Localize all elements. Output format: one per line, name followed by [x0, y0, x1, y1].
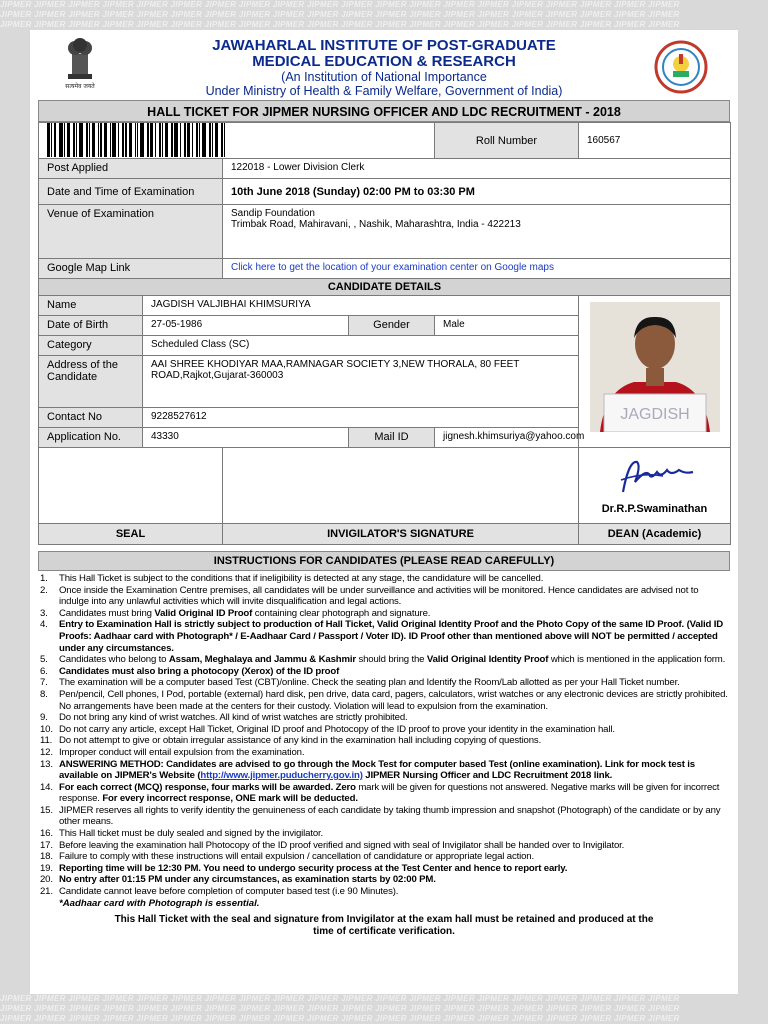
barcode-bar [112, 123, 116, 157]
address-label: Address of the Candidate [39, 356, 143, 408]
hall-ticket-sheet [30, 30, 738, 994]
gender-value: Male [435, 316, 579, 336]
instruction-item [40, 677, 728, 689]
svg-text:JAGDISH: JAGDISH [619, 406, 690, 423]
barcode-bar [180, 123, 181, 157]
instruction-item [40, 724, 728, 736]
instruction-number: 15. [40, 804, 53, 816]
national-emblem-icon [58, 34, 102, 92]
candidate-photo-image [590, 302, 720, 432]
barcode-bar [184, 123, 186, 157]
exam-datetime-label: Date and Time of Examination [39, 179, 223, 205]
instruction-number: 7. [40, 677, 48, 689]
instruction-number: 4. [40, 619, 48, 631]
instruction-item [40, 585, 728, 608]
barcode-bar [209, 123, 211, 157]
instruction-number: 18. [40, 851, 53, 863]
post-applied-value: 122018 - Lower Division Clerk [223, 159, 731, 179]
seal-box [39, 448, 223, 524]
dean-label: DEAN (Academic) [579, 524, 731, 545]
instructions-heading: INSTRUCTIONS FOR CANDIDATES (PLEASE READ CAREFULLY) [38, 551, 730, 571]
instruction-item [40, 840, 728, 852]
instruction-text-part: Before leaving the examination hall Photocopy of the ID proof verified and signed with seal of Invigilator shall be handed over to Invigilator. [59, 839, 625, 851]
instruction-text-part: This Hall ticket must be duly sealed and signed by the invigilator. [59, 828, 324, 840]
instruction-text [59, 619, 728, 654]
mail-id-value: jignesh.khimsuriya@yahoo.com [435, 428, 579, 448]
instruction-number: 8. [40, 688, 48, 700]
barcode-bar [51, 123, 52, 157]
gender-label: Gender [349, 316, 435, 336]
instruction-text [59, 840, 728, 852]
invigilator-signature-box [223, 448, 579, 524]
barcode-bar [155, 123, 156, 157]
instruction-text-part: Once inside the Examination Centre premises, all candidates will be under surveillance and activities will be monitored. Hence candidates are advised not to indulge into any unlawful activities which will invite disqualification and legal actions. [59, 584, 699, 608]
institution-ministry: Under Ministry of Health & Family Welfare, Government of India) [205, 84, 563, 98]
barcode-bar [125, 123, 127, 157]
instruction-text [59, 608, 728, 620]
dean-signature-image [583, 452, 723, 500]
instruction-text-part: JIPMER Nursing Officer and LDC Recruitment 2018 link. [362, 770, 613, 782]
closing-note [30, 914, 738, 938]
address-value: AAI SHREE KHODIYAR MAA,RAMNAGAR SOCIETY 3,NEW THORALA, 80 FEET ROAD,Rajkot,Gujarat-360003 [143, 356, 579, 408]
barcode-bar [59, 123, 63, 157]
instruction-number: 17. [40, 839, 53, 851]
category-value: Scheduled Class (SC) [143, 336, 579, 356]
instruction-text-part: Entry to Examination Hall is strictly subject to production of Hall Ticket, Valid Original Identity Proof and the Photo Copy of the same ID Proof. (Valid ID Proofs: Aadhaar card with Photograph* / E-Aadhaar Card / Passport / Voter ID). ID Proof other than mentioned above will NOT be permitted / accepted under any circumstances. [59, 619, 724, 654]
barcode-bar [89, 123, 90, 157]
watermark-band-bottom: JIPMER JIPMER JIPMER JIPMER JIPMER JIPMER JIPMER JIPMER JIPMER JIPMER JIPMER JIPMER JIPMER JIPMER JIPMER JIPMER JIPMER JIPMER JIPMER JIPMER JIPMER JIPMER JIPMER JIPMER JIPMER JIPMER JIPMER JIPMER JIPMER JIPMER JIPMER JIPMER JIPMER JIPMER JIPMER JIPMER JIPMER JIPMER JIPMER JIPMER JIPMER JIPMER JIPMER JIPMER JIPMER JIPMER JIPMER JIPMER JIPMER JIPMER JIPMER JIPMER JIPMER JIPMER JIPMER JIPMER JIPMER JIPMER JIPMER JIPMER [0, 994, 768, 1024]
instruction-item [40, 619, 728, 654]
barcode [39, 123, 435, 159]
instruction-text [59, 689, 728, 712]
closing-note-line2: time of certificate verification. [313, 925, 455, 937]
instruction-item [40, 805, 728, 828]
google-map-link[interactable]: Click here to get the location of your examination center on Google maps [223, 259, 731, 279]
barcode-bar [159, 123, 161, 157]
barcode-bar [122, 123, 124, 157]
instruction-item [40, 874, 728, 886]
instruction-text [59, 828, 728, 840]
instruction-text-part: The examination will be a computer based Test (CBT)/online. Check the seating plan and Identify the Room/Lab allotted as per your Hall Ticket number. [59, 677, 680, 689]
instruction-text-part: Do not attempt to give or obtain irregular assistance of any kind in the examination hall including copying of questions. [59, 735, 542, 747]
instruction-item [40, 863, 728, 875]
barcode-bar [196, 123, 198, 157]
name-label: Name [39, 296, 143, 316]
venue-value [223, 205, 731, 259]
instruction-text [59, 782, 728, 805]
institution-name-line1: JAWAHARLAL INSTITUTE OF POST-GRADUATE [212, 37, 556, 54]
instruction-number: 20. [40, 874, 53, 886]
barcode-bar [150, 123, 153, 157]
instruction-text-part: This Hall Ticket is subject to the conditions that if ineligibility is detected at any stage, the candidature will be cancelled. [59, 573, 544, 584]
candidate-details-heading: CANDIDATE DETAILS [39, 279, 731, 296]
jipmer-logo-icon [654, 40, 708, 94]
instruction-item [40, 782, 728, 805]
barcode-bar [54, 123, 56, 157]
instruction-text [59, 759, 728, 782]
venue-label: Venue of Examination [39, 205, 223, 259]
instruction-number: 6. [40, 665, 48, 677]
instruction-item [40, 666, 728, 678]
instruction-text-part: Valid Original Identity Proof [426, 654, 549, 666]
instruction-text-part: Pen/pencil, Cell phones, I Pod, portable (external) hard disk, pen drive, data card, pagers, calculators, wrist watches or any electronic devices are strictly prohibited. No arrangements have been made at the centers for their custody. Violation will lead to expulsion from the examination. [59, 688, 728, 712]
dob-label: Date of Birth [39, 316, 143, 336]
instruction-text-part: should bring the [355, 654, 427, 666]
barcode-bar [224, 123, 225, 157]
instruction-text-part: JIPMER reserves all rights to verify identity the genuineness of each candidate by taking thumb impression and snapshot (Photograph) of the candidate or by any other means. [59, 804, 721, 828]
dean-name: Dr.R.P.Swaminathan [601, 503, 708, 515]
barcode-bar [187, 123, 190, 157]
institution-name-line2: MEDICAL EDUCATION & RESEARCH [252, 53, 516, 70]
roll-number-label: Roll Number [435, 123, 579, 159]
instruction-text [59, 724, 728, 736]
barcode-bar [104, 123, 107, 157]
instruction-item [40, 573, 728, 585]
instruction-text [59, 863, 728, 875]
instruction-text-part: Improper conduct will entail expulsion from the examination. [59, 746, 305, 758]
instruction-text [59, 677, 728, 689]
barcode-bar [100, 123, 102, 157]
barcode-bar [76, 123, 77, 157]
barcode-bar [67, 123, 70, 157]
dob-value: 27-05-1986 [143, 316, 349, 336]
instruction-item [40, 735, 728, 747]
barcode-bar [92, 123, 95, 157]
contact-value: 9228527612 [143, 408, 579, 428]
exam-details-table [38, 122, 731, 545]
instruction-text-part: Do not bring any kind of wrist watches. All kind of wrist watches are strictly prohibited. [59, 712, 408, 724]
instruction-item [40, 759, 728, 782]
barcode-bar [171, 123, 173, 157]
barcode-bar [73, 123, 75, 157]
barcode-bar [110, 123, 111, 157]
instruction-number: 14. [40, 781, 53, 793]
barcode-bars [39, 123, 434, 157]
instruction-item [40, 886, 728, 898]
instruction-number: 16. [40, 828, 53, 840]
category-label: Category [39, 336, 143, 356]
instruction-item [40, 712, 728, 724]
instruction-text [59, 666, 728, 678]
barcode-bar [135, 123, 136, 157]
instruction-item [40, 747, 728, 759]
instruction-number: 12. [40, 746, 53, 758]
instruction-item [40, 828, 728, 840]
instruction-text [59, 585, 728, 608]
instruction-number: 9. [40, 712, 48, 724]
instruction-number: 10. [40, 723, 53, 735]
instruction-text [59, 712, 728, 724]
barcode-bar [86, 123, 88, 157]
barcode-bar [140, 123, 144, 157]
instruction-number: 2. [40, 584, 48, 596]
instruction-item [40, 689, 728, 712]
barcode-bar [221, 123, 223, 157]
instruction-text-part: Valid Original ID Proof [154, 607, 253, 619]
instruction-text-part: Failure to comply with these instructions will entail expulsion / cancellation of candidature or appropriate legal action. [59, 851, 534, 863]
candidate-photo-cell [579, 296, 731, 448]
institution-subtitle: (An Institution of National Importance [281, 70, 487, 84]
application-no-label: Application No. [39, 428, 143, 448]
instruction-text-part: For each correct (MCQ) response, four marks will be awarded. Zero [59, 781, 356, 793]
instruction-text [59, 654, 728, 666]
instruction-item [40, 851, 728, 863]
instruction-text-part: ANSWERING METHOD: Candidates are advised to go through the Mock Test for computer based Test (online examination). Link for mock test is available on JIPMER's Website ( [59, 758, 695, 782]
barcode-bar [98, 123, 99, 157]
barcode-bar [162, 123, 163, 157]
instruction-number: 1. [40, 573, 48, 584]
svg-text:सत्यमेव जयते: सत्यमेव जयते [65, 83, 95, 90]
roll-number-value: 160567 [579, 123, 731, 159]
barcode-bar [212, 123, 213, 157]
exam-datetime-value: 10th June 2018 (Sunday) 02:00 PM to 03:30 PM [223, 179, 731, 205]
barcode-bar [174, 123, 178, 157]
hall-ticket-title: HALL TICKET FOR JIPMER NURSING OFFICER AND LDC RECRUITMENT - 2018 [38, 100, 730, 122]
instruction-text-part: which is mentioned in the application form. [548, 654, 726, 666]
mail-id-label: Mail ID [349, 428, 435, 448]
closing-note-line1: This Hall Ticket with the seal and signature from Invigilator at the exam hall must be retained and produced at the [114, 913, 654, 925]
post-applied-label: Post Applied [39, 159, 223, 179]
instruction-text [59, 886, 728, 898]
watermark-band-left [0, 30, 30, 994]
invigilator-signature-label: INVIGILATOR'S SIGNATURE [223, 524, 579, 545]
venue-name: Sandip Foundation [231, 208, 315, 219]
seal-label: SEAL [39, 524, 223, 545]
dean-signature-box [579, 448, 731, 524]
instruction-text-part: Do not carry any article, except Hall Ticket, Original ID proof and Photocopy of the ID proof to prove your identity in the examination hall. [59, 723, 615, 735]
instruction-text [59, 874, 728, 886]
instruction-number: 21. [40, 886, 53, 898]
instruction-number: 11. [40, 735, 53, 747]
barcode-bar [192, 123, 193, 157]
instruction-text-part: Assam, Meghalaya and Jammu & Kashmir [168, 654, 356, 666]
instruction-item [40, 654, 728, 666]
instruction-text [59, 735, 728, 747]
instruction-text-part: Candidates who belong to [59, 654, 169, 666]
barcode-bar [165, 123, 168, 157]
barcode-bar [199, 123, 200, 157]
instruction-text [59, 747, 728, 759]
instruction-text [59, 805, 728, 828]
barcode-bar [215, 123, 218, 157]
watermark-band-top: JIPMER JIPMER JIPMER JIPMER JIPMER JIPMER JIPMER JIPMER JIPMER JIPMER JIPMER JIPMER JIPMER JIPMER JIPMER JIPMER JIPMER JIPMER JIPMER JIPMER JIPMER JIPMER JIPMER JIPMER JIPMER JIPMER JIPMER JIPMER JIPMER JIPMER JIPMER JIPMER JIPMER JIPMER JIPMER JIPMER JIPMER JIPMER JIPMER JIPMER JIPMER JIPMER JIPMER JIPMER JIPMER JIPMER JIPMER JIPMER JIPMER JIPMER JIPMER JIPMER JIPMER JIPMER JIPMER JIPMER JIPMER JIPMER JIPMER JIPMER [0, 0, 768, 30]
map-link-label: Google Map Link [39, 259, 223, 279]
instruction-text-part: mark will be given for questions not answered. Negative marks will be given for incorrect response. [59, 781, 720, 805]
institution-header [30, 30, 738, 96]
barcode-bar [64, 123, 65, 157]
instruction-item [40, 608, 728, 620]
barcode-bar [129, 123, 132, 157]
barcode-bar [202, 123, 206, 157]
instruction-text-part: Reporting time will be 12:30 PM. You need to undergo security process at the Test Center and hence to report early. [59, 862, 568, 874]
instruction-text-part: Candidates must bring [59, 607, 155, 619]
instruction-text-part: containing clear photograph and signature. [252, 607, 431, 619]
watermark-band-right [738, 30, 768, 994]
instruction-text-part: Candidates must also bring a photocopy (Xerox) of the ID proof [59, 665, 340, 677]
candidate-photo [590, 302, 720, 432]
instruction-number: 19. [40, 862, 53, 874]
instruction-number: 3. [40, 607, 48, 619]
barcode-bar [147, 123, 149, 157]
instruction-text-part: For every incorrect response, ONE mark will be deducted. [102, 793, 358, 805]
instructions-list [40, 573, 728, 898]
instruction-text-part: Candidate cannot leave before completion of computer based test (i.e 90 Minutes). [59, 886, 399, 898]
contact-label: Contact No [39, 408, 143, 428]
aadhaar-footnote: *Aadhaar card with Photograph is essential. [59, 897, 260, 909]
jipmer-website-link[interactable]: http://www.jipmer.puducherry.gov.in) [200, 770, 363, 782]
venue-address: Trimbak Road, Mahiravani, , Nashik, Maharashtra, India - 422213 [231, 219, 521, 230]
barcode-bar [79, 123, 83, 157]
barcode-bar [118, 123, 119, 157]
instruction-number: 5. [40, 654, 48, 666]
name-value: JAGDISH VALJIBHAI KHIMSURIYA [143, 296, 579, 316]
instruction-text [59, 573, 728, 585]
application-no-value: 43330 [143, 428, 349, 448]
instruction-text [59, 851, 728, 863]
barcode-bar [137, 123, 138, 157]
instruction-text-part: No entry after 01:15 PM under any circumstances, as examination starts by 02:00 PM. [59, 874, 436, 886]
barcode-bar [47, 123, 50, 157]
instruction-number: 13. [40, 758, 53, 770]
